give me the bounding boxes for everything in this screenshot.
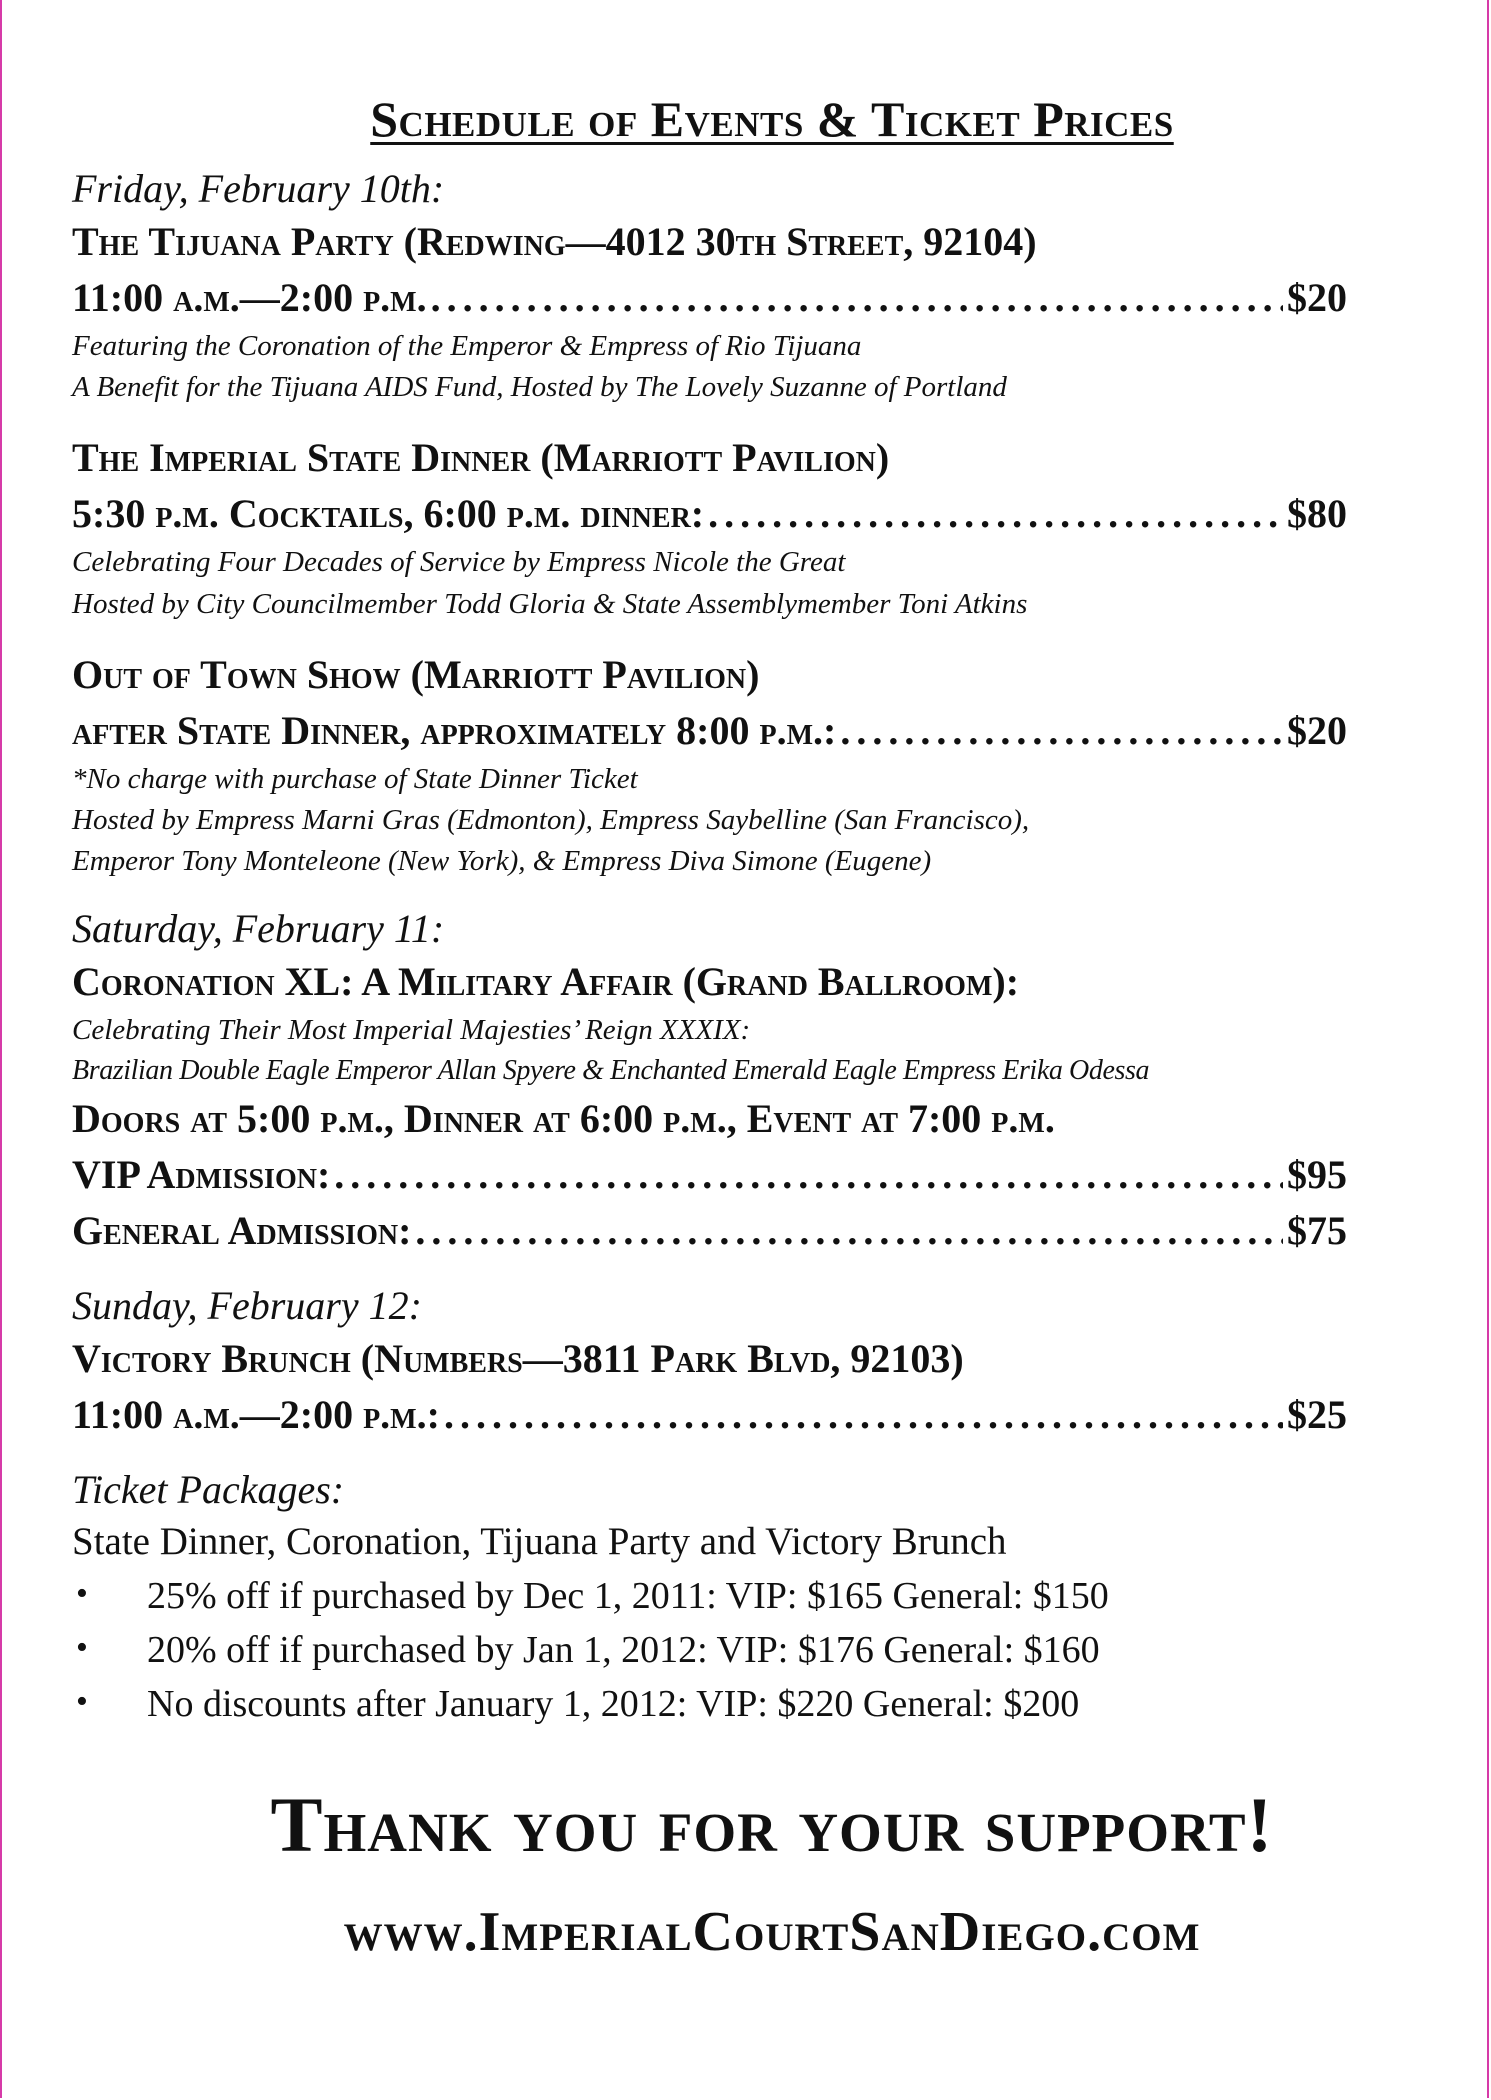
dot-leader (708, 486, 1283, 542)
day-heading-sunday: Sunday, February 12: (72, 1283, 422, 1329)
event-out-of-town-show (72, 647, 1412, 883)
list-item: • 25% off if purchased by Dec 1, 2011: VIP: $165 General: $150 (72, 1570, 1412, 1624)
website-url: www.ImperialCourtSanDiego.com (343, 1900, 1201, 1963)
price-line (72, 703, 1347, 759)
event-coronation (72, 954, 1412, 1259)
event-note: Brazilian Double Eagle Emperor Allan Spyere & Enchanted Emerald Eagle Empress Erika Odessa (72, 1055, 1150, 1087)
ticket-packages (72, 1465, 1412, 1731)
event-time: 11:00 a.m.—2:00 p.m.: (72, 1392, 440, 1438)
event-note: Celebrating Four Decades of Service by Empress Nicole the Great (72, 546, 846, 579)
event-title: The Imperial State Dinner (Marriott Pavilion) (72, 435, 890, 481)
dot-leader (840, 703, 1283, 759)
day-heading-friday: Friday, February 10th: (72, 166, 445, 211)
general-price: $75 (1287, 1208, 1347, 1254)
day-heading-saturday: Saturday, February 11: (72, 906, 445, 952)
general-label: General Admission: (72, 1208, 412, 1254)
event-title: The Tijuana Party (Redwing—4012 30th Street, 92104) (72, 219, 1037, 264)
dot-leader (444, 1387, 1283, 1443)
dot-leader (431, 270, 1283, 326)
page-title: Schedule of Events & Ticket Prices (370, 91, 1174, 147)
event-time: 11:00 a.m.—2:00 p.m. (72, 275, 427, 320)
event-victory-brunch (72, 1331, 1412, 1443)
list-item: • No discounts after January 1, 2012: VIP: $220 General: $200 (72, 1678, 1412, 1732)
event-note: Hosted by City Councilmember Todd Gloria & State Assemblymember Toni Atkins (72, 587, 1028, 620)
event-time: 5:30 p.m. Cocktails, 6:00 p.m. dinner: (72, 491, 705, 537)
event-note: Emperor Tony Monteleone (New York), & Empress Diva Simone (Eugene) (72, 845, 932, 878)
event-note: A Benefit for the Tijuana AIDS Fund, Hosted by The Lovely Suzanne of Portland (72, 371, 1007, 404)
event-tijuana-party (72, 214, 1412, 408)
event-price: $25 (1287, 1392, 1347, 1438)
price-line (72, 486, 1347, 542)
price-line (72, 270, 1347, 326)
dot-leader (334, 1147, 1283, 1203)
packages-description: State Dinner, Coronation, Tijuana Party and Victory Brunch (72, 1520, 1007, 1564)
event-title: Victory Brunch (Numbers—3811 Park Blvd, 92103) (72, 1336, 964, 1382)
price-line (72, 1387, 1347, 1443)
packages-list (72, 1570, 1412, 1732)
event-title: Out of Town Show (Marriott Pavilion) (72, 651, 760, 697)
event-note: Celebrating Their Most Imperial Majesties’ Reign XXXIX: (72, 1014, 751, 1047)
event-time: after State Dinner, approximately 8:00 p.m.: (72, 707, 837, 753)
vip-label: VIP Admission: (72, 1152, 331, 1198)
event-note: *No charge with purchase of State Dinner Ticket (72, 762, 638, 795)
event-price: $80 (1287, 491, 1347, 537)
flyer (72, 90, 1412, 1964)
packages-heading: Ticket Packages: (72, 1467, 345, 1513)
event-price: $20 (1287, 275, 1347, 320)
event-times: Doors at 5:00 p.m., Dinner at 6:00 p.m., Event at 7:00 p.m. (72, 1096, 1055, 1142)
event-state-dinner (72, 430, 1412, 624)
event-note: Hosted by Empress Marni Gras (Edmonton), Empress Saybelline (San Francisco), (72, 803, 1030, 836)
price-line-vip (72, 1147, 1347, 1203)
event-price: $20 (1287, 707, 1347, 753)
dot-leader (415, 1203, 1283, 1259)
event-note: Featuring the Coronation of the Emperor & Empress of Rio Tijuana (72, 330, 862, 362)
vip-price: $95 (1287, 1152, 1347, 1198)
price-line-general (72, 1203, 1347, 1259)
event-title: Coronation XL: A Military Affair (Grand Ballroom): (72, 959, 1020, 1005)
thank-you-heading: Thank you for your support! (270, 1780, 1274, 1868)
list-item: • 20% off if purchased by Jan 1, 2012: VIP: $176 General: $160 (72, 1624, 1412, 1678)
